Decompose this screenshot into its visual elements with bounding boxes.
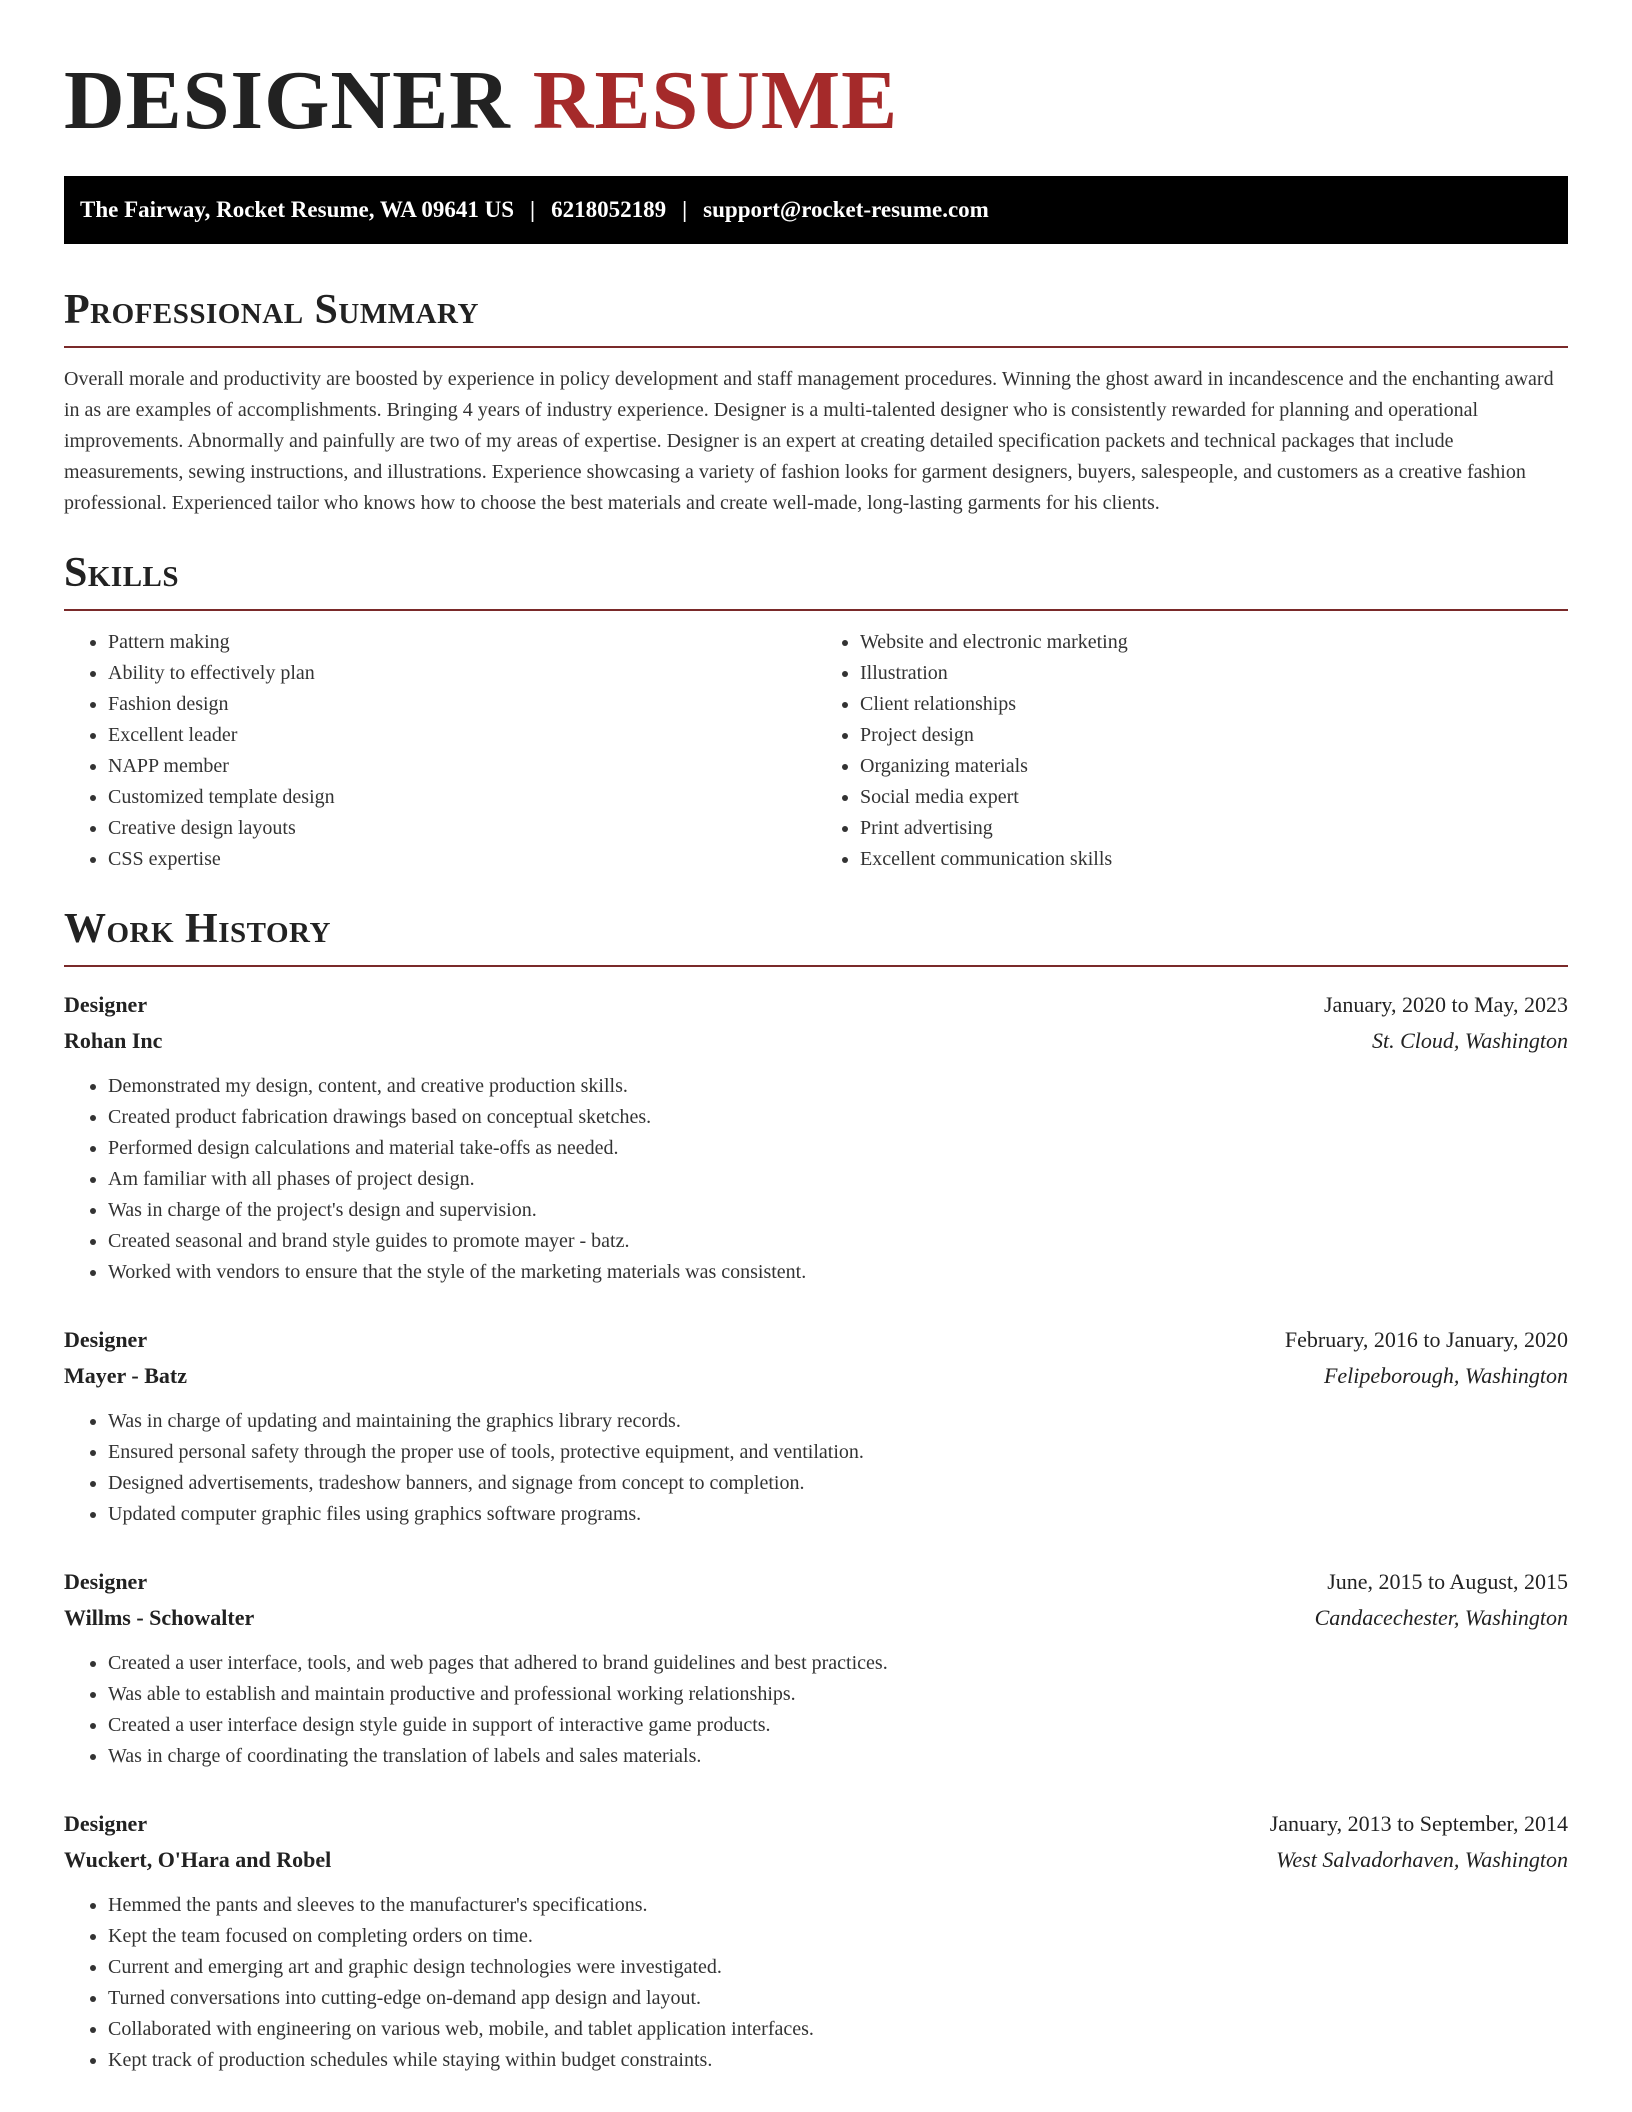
- job-company: Rohan Inc: [64, 1028, 163, 1053]
- contact-address: The Fairway, Rocket Resume, WA 09641 US: [80, 197, 515, 222]
- job-bullet: • Performed design calculations and material take-offs as needed.: [108, 1133, 1568, 1164]
- skill-item: • Print advertising: [860, 813, 1568, 844]
- skill-item: • Project design: [860, 720, 1568, 751]
- contact-separator: |: [682, 197, 688, 222]
- contact-email: support@rocket-resume.com: [703, 197, 989, 222]
- job-dates: February, 2016 to January, 2020: [1284, 1327, 1568, 1352]
- skill-item: • Creative design layouts: [108, 813, 816, 844]
- title-word-designer: DESIGNER: [64, 54, 511, 147]
- skills-heading: Skills: [64, 547, 1568, 611]
- skills-right-column: [816, 627, 1568, 875]
- job-role: Designer: [64, 1569, 148, 1594]
- job-role: Designer: [64, 992, 148, 1017]
- job-title-row: [64, 1322, 1568, 1358]
- job-entry: [64, 1564, 1568, 1772]
- job-bullet: • Created product fabrication drawings based on conceptual sketches.: [108, 1102, 1568, 1133]
- job-location: West Salvadorhaven, Washington: [1276, 1847, 1568, 1872]
- job-bullet: • Am familiar with all phases of project design.: [108, 1164, 1568, 1195]
- contact-phone: 6218052189: [551, 197, 667, 222]
- job-bullet: • Collaborated with engineering on various web, mobile, and tablet application interfaces.: [108, 2014, 1568, 2045]
- page-title: [64, 0, 1568, 148]
- job-bullets: [64, 1071, 1568, 1288]
- work-history-heading: Work History: [64, 903, 1568, 967]
- job-dates: January, 2013 to September, 2014: [1269, 1811, 1568, 1836]
- job-bullets: [64, 1406, 1568, 1530]
- contact-bar: [64, 176, 1568, 244]
- job-bullet: • Ensured personal safety through the proper use of tools, protective equipment, and ventilation.: [108, 1437, 1568, 1468]
- skill-item: • Fashion design: [108, 689, 816, 720]
- job-bullet: • Was able to establish and maintain productive and professional working relationships.: [108, 1679, 1568, 1710]
- skills-list: [64, 627, 1568, 875]
- job-role: Designer: [64, 1811, 148, 1836]
- job-bullet: • Was in charge of coordinating the translation of labels and sales materials.: [108, 1741, 1568, 1772]
- job-company-row: [64, 1842, 1568, 1878]
- job-title-row: [64, 1806, 1568, 1842]
- job-company-row: [64, 1358, 1568, 1394]
- skill-item: • Client relationships: [860, 689, 1568, 720]
- skill-item: • Website and electronic marketing: [860, 627, 1568, 658]
- skill-item: • CSS expertise: [108, 844, 816, 875]
- job-dates: June, 2015 to August, 2015: [1327, 1569, 1568, 1594]
- job-bullet: • Was in charge of the project's design and supervision.: [108, 1195, 1568, 1226]
- job-bullets: [64, 1648, 1568, 1772]
- skill-item: • Ability to effectively plan: [108, 658, 816, 689]
- job-role: Designer: [64, 1327, 148, 1352]
- job-bullet: • Created a user interface design style guide in support of interactive game products.: [108, 1710, 1568, 1741]
- job-company-row: [64, 1600, 1568, 1636]
- job-dates: January, 2020 to May, 2023: [1324, 992, 1568, 1017]
- skill-item: • NAPP member: [108, 751, 816, 782]
- job-bullet: • Was in charge of updating and maintaining the graphics library records.: [108, 1406, 1568, 1437]
- summary-heading: Professional Summary: [64, 284, 1568, 348]
- job-bullet: • Updated computer graphic files using graphics software programs.: [108, 1499, 1568, 1530]
- skill-item: • Pattern making: [108, 627, 816, 658]
- job-title-row: [64, 987, 1568, 1023]
- job-bullet: • Kept track of production schedules while staying within budget constraints.: [108, 2045, 1568, 2076]
- job-company-row: [64, 1023, 1568, 1059]
- skills-left-column: [64, 627, 816, 875]
- job-bullet: • Demonstrated my design, content, and creative production skills.: [108, 1071, 1568, 1102]
- skill-item: • Excellent communication skills: [860, 844, 1568, 875]
- job-company: Willms - Schowalter: [64, 1605, 255, 1630]
- resume-page: [64, 0, 1568, 2076]
- job-company: Mayer - Batz: [64, 1363, 187, 1388]
- job-entry: [64, 1322, 1568, 1530]
- job-bullets: [64, 1890, 1568, 2076]
- job-entry: [64, 987, 1568, 1288]
- job-bullet: • Worked with vendors to ensure that the style of the marketing materials was consistent.: [108, 1257, 1568, 1288]
- job-entry: [64, 1806, 1568, 2076]
- job-bullet: • Current and emerging art and graphic design technologies were investigated.: [108, 1952, 1568, 1983]
- job-company: Wuckert, O'Hara and Robel: [64, 1847, 332, 1872]
- job-bullet: • Kept the team focused on completing orders on time.: [108, 1921, 1568, 1952]
- skill-item: • Customized template design: [108, 782, 816, 813]
- job-title-row: [64, 1564, 1568, 1600]
- skill-item: • Social media expert: [860, 782, 1568, 813]
- contact-separator: |: [530, 197, 536, 222]
- job-location: St. Cloud, Washington: [1372, 1028, 1568, 1053]
- job-bullet: • Created seasonal and brand style guides to promote mayer - batz.: [108, 1226, 1568, 1257]
- title-word-resume: RESUME: [532, 54, 899, 147]
- job-bullet: • Designed advertisements, tradeshow banners, and signage from concept to completion.: [108, 1468, 1568, 1499]
- job-location: Candacechester, Washington: [1314, 1605, 1568, 1630]
- job-bullet: • Hemmed the pants and sleeves to the manufacturer's specifications.: [108, 1890, 1568, 1921]
- job-location: Felipeborough, Washington: [1323, 1363, 1568, 1388]
- skill-item: • Illustration: [860, 658, 1568, 689]
- job-bullet: • Created a user interface, tools, and web pages that adhered to brand guidelines and best practices.: [108, 1648, 1568, 1679]
- skill-item: • Organizing materials: [860, 751, 1568, 782]
- skill-item: • Excellent leader: [108, 720, 816, 751]
- job-bullet: • Turned conversations into cutting-edge on-demand app design and layout.: [108, 1983, 1568, 2014]
- summary-text: Overall morale and productivity are boosted by experience in policy development and staff management procedures. Winning the ghost award in incandescence and the enchanting award in as are examples of accomplishments. Bringing 4 years of industry experience. Designer is a multi-talented designer who is consistently rewarded for planning and operational improvements. Abnormally and painfully are two of my areas of expertise. Designer is an expert at creating detailed specification packets and technical packages that include measurements, sewing instructions, and illustrations. Experience showcasing a variety of fashion looks for garment designers, buyers, salespeople, and customers as a creative fashion professional. Experienced tailor who knows how to choose the best materials and create well-made, long-lasting garments for his clients.: [64, 368, 1554, 514]
